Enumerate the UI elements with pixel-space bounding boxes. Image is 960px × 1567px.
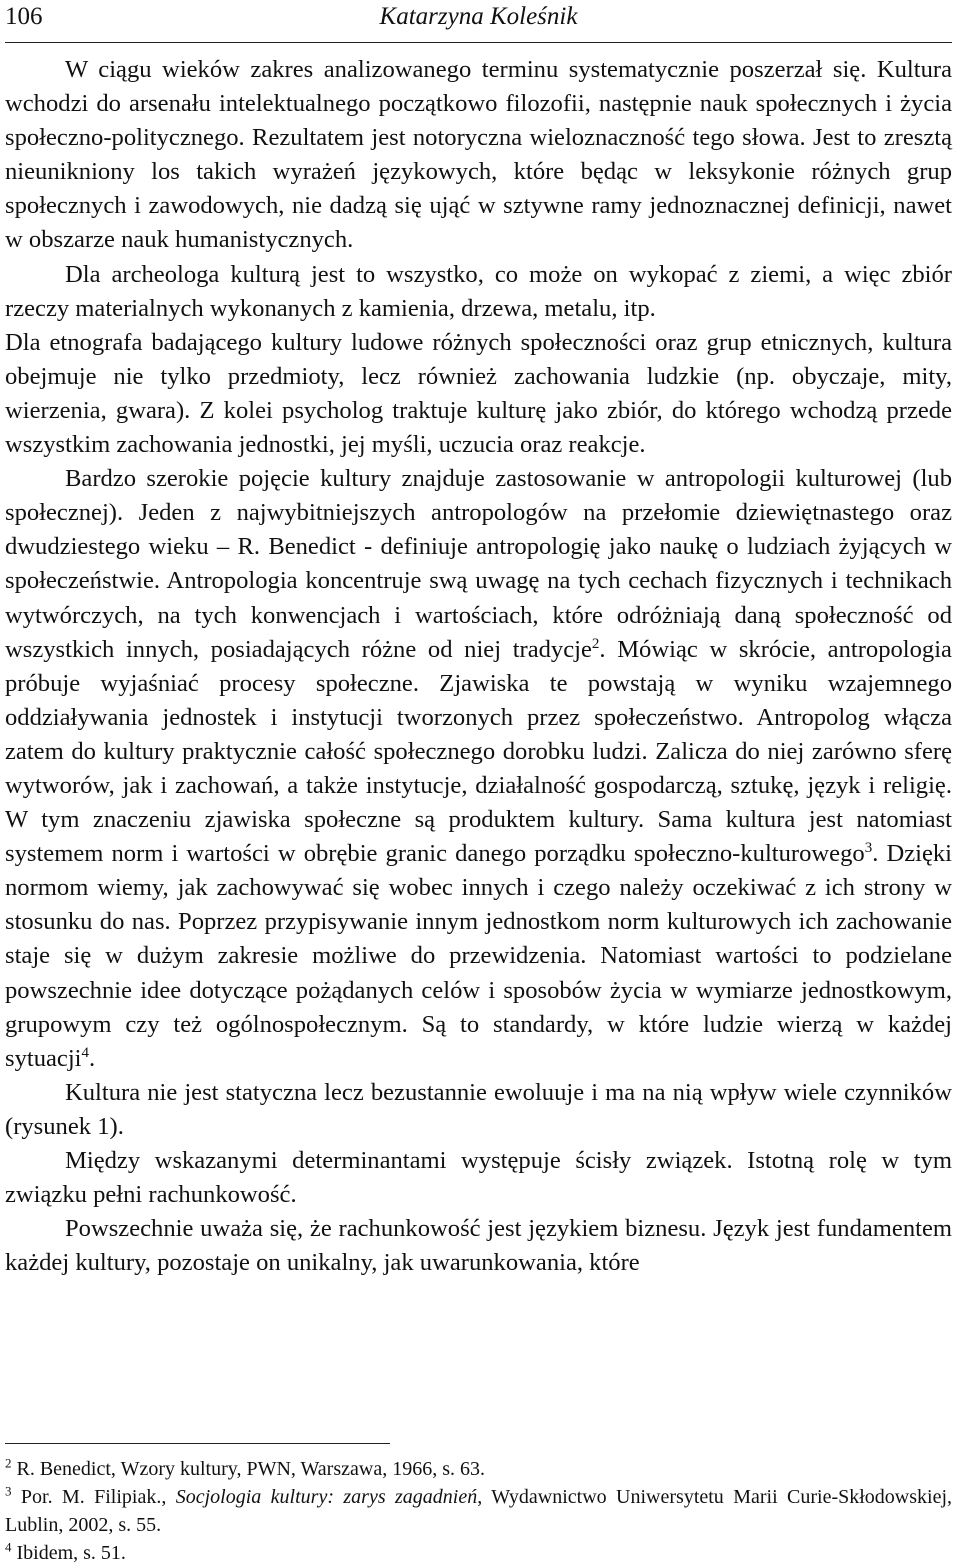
body-text xyxy=(5,53,952,1280)
paragraph-5: Kultura nie jest statyczna lecz bezustannie ewoluuje i ma na nią wpływ wiele czynników (rysunek 1). xyxy=(5,1078,952,1140)
paragraph-4-part-2: . Mówiąc w skrócie, antropologia próbuje wyjaśniać procesy społeczne. Zjawiska te powstają w wyniku wzajemnego oddziaływania jednostek i instytucji tworzonych przez społeczeństwo. Antropolog włącza zatem do kultury praktycznie całość społecznego dorobku ludzi. Zalicza do niej zarówno sferę wytworów, jak i zachowań, a także instytucje, działalność gospodarczą, sztukę, język i religię. W tym znaczeniu zjawiska społeczne są produktem kultury. Sama kultura jest natomiast systemem norm i wartości w obrębie granic danego porządku społeczno-kulturowego xyxy=(5,635,952,868)
paragraph-6: Między wskazanymi determinantami występuje ścisły związek. Istotną rolę w tym związku pełni rachunkowość. xyxy=(5,1147,952,1209)
footnotes xyxy=(5,1455,952,1567)
paragraph-2: Dla archeologa kulturą jest to wszystko, co może on wykopać z ziemi, a więc zbiór rzeczy materialnych wykonanych z kamienia, drzewa, metalu, itp. xyxy=(5,260,952,322)
footnote-4 xyxy=(5,1539,952,1567)
footnote-text: R. Benedict, Wzory kultury, PWN, Warszawa, 1966, s. 63. xyxy=(16,1458,485,1480)
footnote-ref-3: 3 xyxy=(864,839,873,856)
footnote-mark: 2 xyxy=(5,1455,12,1471)
footnote-3 xyxy=(5,1483,952,1539)
footnote-text: Por. M. Filipiak., xyxy=(20,1486,176,1508)
footnote-text: , Wydawnictwo Uniwersytetu Marii Curie-Skłodowskiej, Lublin, 2002, s. 55. xyxy=(5,1486,953,1536)
footnote-mark: 4 xyxy=(5,1539,12,1555)
footnote-mark: 3 xyxy=(5,1483,12,1499)
paragraph-4-end: . xyxy=(89,1044,96,1072)
page-header xyxy=(5,0,952,43)
paragraph-1: W ciągu wieków zakres analizowanego terminu systematycznie poszerzał się. Kultura wchodzi do arsenału intelektualnego początkowo filozofii, następnie nauk społecznych i życia społeczno-politycznego. Rezultatem jest notoryczna wieloznaczność tego słowa. Jest to zresztą nieunikniony los takich wyrażeń językowych, które będąc w leksykonie różnych grup społecznych i zawodowych, nie dadzą się ująć w sztywne ramy jednoznacznej definicji, nawet w obszarze nauk humanistycznych. xyxy=(5,56,952,254)
page-number: 106 xyxy=(5,3,43,30)
paragraph-4-part-1: Bardzo szerokie pojęcie kultury znajduje zastosowanie w antropologii kulturowej (lub społecznej). Jeden z najwybitniejszych antropologów na przełomie dziewiętnastego oraz dwudziestego wieku – R. Benedict - definiuje antropologię jako naukę o ludziach żyjących w społeczeństwie. Antropologia koncentruje swą uwagę na tych cechach fizycznych i technikach wytwórczych, na tych konwencjach i wartościach, które odróżniają daną społeczność od wszystkich innych, posiadających różne od niej tradycje xyxy=(5,465,952,663)
footnote-ref-2: 2 xyxy=(591,635,600,652)
paragraph-7: Powszechnie uważa się, że rachunkowość jest językiem biznesu. Język jest fundamentem każdej kultury, pozostaje on unikalny, jak uwarunkowania, które xyxy=(5,1215,952,1277)
footnote-book-title: Socjologia kultury: zarys zagadnień xyxy=(175,1486,478,1508)
footnote-separator xyxy=(5,1443,390,1444)
running-title: Katarzyna Koleśnik xyxy=(379,3,578,30)
paragraph-4-part-3: . Dzięki normom wiemy, jak zachowywać się wobec innych i czego należy oczekiwać z ich strony w stosunku do nas. Poprzez przypisywanie innym jednostkom norm kulturowych ich zachowanie staje się w dużym zakresie możliwe do przewidzenia. Natomiast wartości to podzielane powszechnie idee dotyczące pożądanych celów i sposobów życia w wymiarze jednostkowym, grupowym czy też ogólnospołecznym. Są to standardy, w które ludzie wierzą w każdej sytuacji xyxy=(5,840,952,1072)
paragraph-4 xyxy=(5,462,952,1076)
paragraph-3: Dla etnografa badającego kultury ludowe różnych społeczności oraz grup etnicznych, kultura obejmuje nie tylko przedmioty, lecz również zachowania ludzkie (np. obyczaje, mity, wierzenia, gwara). Z kolei psycholog traktuje kulturę jako zbiór, do którego wchodzą przede wszystkim zachowania jednostki, jej myśli, uczucia oraz reakcje. xyxy=(5,328,952,459)
footnote-text: Ibidem, s. 51. xyxy=(16,1542,126,1564)
footnote-ref-4: 4 xyxy=(81,1044,89,1061)
footnote-2 xyxy=(5,1455,952,1483)
